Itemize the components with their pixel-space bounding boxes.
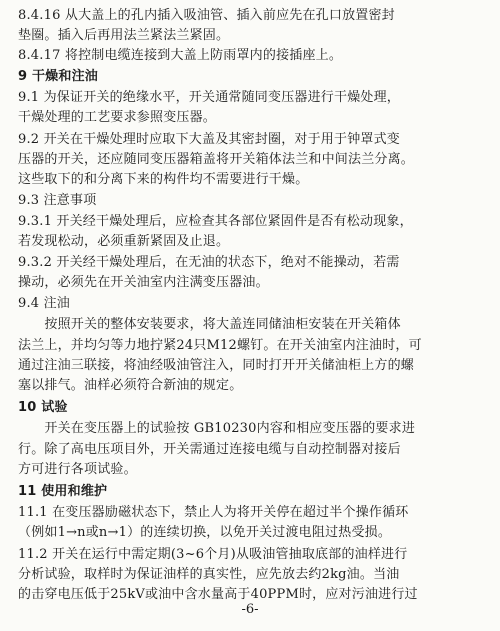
section-heading: 11 使用和维护 (18, 484, 108, 499)
text-line: （例如1→n或n→1）的连续切换，以免开关过渡电阻过热受损。 (18, 525, 392, 540)
text-line: 分析试验，取样时为保证油样的真实性，应先放去约2kg油。当油 (18, 567, 400, 582)
text-line: 开关在变压器上的试验按 GB10230内容和相应变压器的要求进 (18, 421, 416, 436)
text-line: 9.1 为保证开关的绝缘水平，开关通常随同变压器进行干燥处理， (18, 90, 401, 105)
section-heading: 9 干燥和注油 (18, 69, 98, 84)
text-line: 11.2 开关在运行中需定期(3~6个月)从吸油管抽取底部的油样进行 (18, 547, 408, 562)
text-line: 11.1 在变压器励磁状态下，禁止人为将开关停在超过半个操作循环 (18, 505, 409, 520)
text-line: 的击穿电压低于25kV或油中含水量高于40PPM时，应对污油进行过 (18, 587, 418, 602)
text-line: 干燥处理的工艺要求参照变压器。 (18, 110, 217, 125)
text-line: 垫圈。插入后再用法兰紧法兰紧固。 (18, 28, 230, 43)
text-line: 方可进行各项试验。 (18, 462, 137, 477)
text-line: 这些取下的和分离下来的构件均不需要进行干燥。 (18, 172, 309, 187)
text-line: 8.4.16 从大盖上的孔内插入吸油管、插入前应先在孔口放置密封 (18, 8, 395, 23)
subsection-heading: 9.4 注油 (18, 296, 71, 311)
text-line: 9.3.2 开关经干燥处理后，在无油的状态下，绝对不能操动，若需 (18, 255, 400, 270)
text-line: 压器的开关，还应随同变压器箱盖将开关箱体法兰和中间法兰分离。 (18, 152, 415, 167)
text-line: 塞以排气。油样必须符合新油的规定。 (18, 378, 243, 393)
text-line: 9.3.1 开关经干燥处理后，应检查其各部位紧固件是否有松动现象， (18, 214, 413, 229)
section-heading: 10 试验 (18, 400, 68, 415)
text-line: 若发现松动，必须重新紧固及止退。 (18, 234, 230, 249)
page-number: -6- (241, 602, 259, 617)
text-line: 法兰上，并均匀等力地拧紧24只M12螺钉。在开关油室内注油时，可 (18, 338, 422, 353)
text-line: 9.2 开关在干燥处理时应取下大盖及其密封圈，对于用于钟罩式变 (18, 132, 401, 147)
text-line: 行。除了高电压项目外，开关需通过连接电缆与自动控制器对接后 (18, 442, 401, 457)
subsection-heading: 9.3 注意事项 (18, 193, 97, 208)
text-line: 按照开关的整体安装要求，将大盖连同储油柜安装在开关箱体 (18, 317, 401, 332)
text-line: 操动，必须先在开关油室内注满变压器油。 (18, 275, 269, 290)
text-line: 8.4.17 将控制电缆连接到大盖上防雨罩内的接插座上。 (18, 48, 343, 63)
text-line: 通过注油三联接，将油经吸油管注入，同时打开开关储油柜上方的螺 (18, 358, 415, 373)
